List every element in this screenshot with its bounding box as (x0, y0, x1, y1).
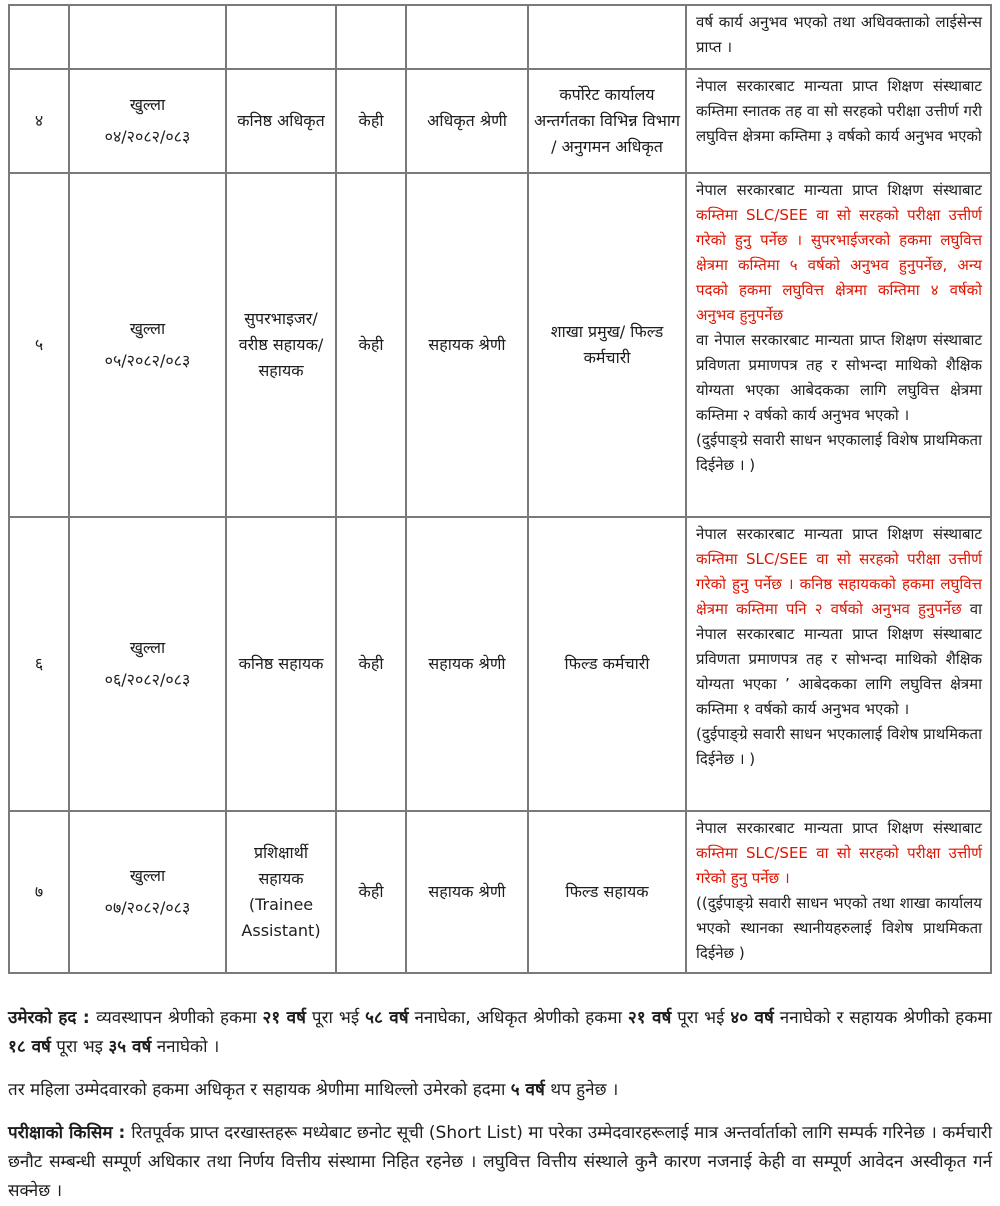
note-paragraph (8, 1119, 992, 1206)
note-bold-text: उमेरको हद : (8, 1008, 97, 1028)
table-row (9, 811, 991, 973)
qualification-cell (686, 811, 991, 973)
advertisement-cell (69, 69, 226, 173)
advert-type: खुल्ला (129, 95, 166, 114)
qualification-red-text: कम्तिमा SLC/SEE वा सो सरहको परीक्षा उत्तीर्ण गरेको हुनु पर्नेछ । कनिष्ठ सहायकको हकमा लघुवित्त क्षेत्रमा कम्तिमा पनि २ वर्षको अनुभव हुनुपर्नेछ (696, 550, 982, 618)
vacancies-cell (336, 5, 406, 69)
vacancies-cell: केही (336, 811, 406, 973)
note-text: पूरा भई (305, 1008, 366, 1028)
assignment-cell: फिल्ड सहायक (528, 811, 686, 973)
note-paragraph (8, 1076, 992, 1105)
note-text: थप हुनेछ । (544, 1080, 619, 1100)
vacancy-table (8, 4, 992, 974)
advertisement-cell (69, 5, 226, 69)
qualification-text: नेपाल सरकारबाट मान्यता प्राप्त शिक्षण संस्थाबाट (696, 181, 982, 199)
level-cell: सहायक श्रेणी (406, 811, 528, 973)
note-bold-text: ५ वर्ष (510, 1080, 545, 1100)
notes-section (8, 1004, 992, 1206)
qualification-text: (दुईपाङ्ग्रे सवारी साधन भएकालाई विशेष प्राथमिकता दिईनेछ । ) (696, 725, 982, 768)
qualification-text: वा नेपाल सरकारबाट मान्यता प्राप्त शिक्षण संस्थाबाट प्रविणता प्रमाणपत्र तह र सोभन्दा माथिको शैक्षिक योग्यता भएका आबेदकका लागि लघुवित्त क्षेत्रमा कम्तिमा २ वर्षको कार्य अनुभव भएको । (696, 331, 982, 424)
level-cell: सहायक श्रेणी (406, 173, 528, 517)
position-cell (226, 5, 336, 69)
advert-type: खुल्ला (129, 866, 166, 885)
note-text: ननाघेका, अधिकृत श्रेणीको हकमा (408, 1008, 628, 1028)
advertisement-cell (69, 517, 226, 811)
note-paragraph (8, 1004, 992, 1062)
sn-cell: ५ (9, 173, 69, 517)
position-cell: कनिष्ठ सहायक (226, 517, 336, 811)
note-text: ननाघेको र सहायक श्रेणीको हकमा (773, 1008, 992, 1028)
sn-cell: ६ (9, 517, 69, 811)
assignment-cell (528, 5, 686, 69)
advert-type: खुल्ला (129, 319, 166, 338)
note-bold-text: परीक्षाको किसिम : (8, 1123, 132, 1143)
table-row (9, 517, 991, 811)
qualification-cell (686, 517, 991, 811)
qualification-text: ((दुईपाङ्ग्रे सवारी साधन भएको तथा शाखा कार्यालय भएको स्थानका स्थानीयहरुलाई विशेष प्राथमिकता दिईनेछ ) (696, 894, 982, 962)
advert-number: ०४/२०८२/०८३ (104, 127, 191, 146)
table-row (9, 69, 991, 173)
note-text: ननाघेको । (151, 1037, 220, 1057)
assignment-cell: कर्पोरेट कार्यालय अन्तर्गतका विभिन्न विभाग / अनुगमन अधिकृत (528, 69, 686, 173)
qualification-cell (686, 5, 991, 69)
level-cell: अधिकृत श्रेणी (406, 69, 528, 173)
qualification-text: वा नेपाल सरकारबाट मान्यता प्राप्त शिक्षण संस्थाबाट प्रविणता प्रमाणपत्र तह र सोभन्दा माथिको शैक्षिक योग्यता भएका ʼ आबेदकका लागि लघुवित्त क्षेत्रमा कम्तिमा १ वर्षको कार्य अनुभव भएको । (696, 600, 982, 718)
table-row (9, 5, 991, 69)
qualification-cell (686, 69, 991, 173)
qualification-cell (686, 173, 991, 517)
note-text: व्यवस्थापन श्रेणीको हकमा (96, 1008, 263, 1028)
note-text: तर महिला उम्मेदवारको हकमा अधिकृत र सहायक श्रेणीमा माथिल्लो उमेरको हदमा (8, 1080, 511, 1100)
assignment-cell: फिल्ड कर्मचारी (528, 517, 686, 811)
note-bold-text: ३५ वर्ष (108, 1037, 152, 1057)
advertisement-cell (69, 173, 226, 517)
level-cell: सहायक श्रेणी (406, 517, 528, 811)
note-text: पूरा भइ (50, 1037, 109, 1057)
vacancies-cell: केही (336, 173, 406, 517)
sn-cell: ७ (9, 811, 69, 973)
table-row (9, 173, 991, 517)
note-bold-text: २१ वर्ष (262, 1008, 306, 1028)
advertisement-cell (69, 811, 226, 973)
qualification-text: नेपाल सरकारबाट मान्यता प्राप्त शिक्षण संस्थाबाट कम्तिमा स्नातक तह वा सो सरहको परीक्षा उत्तीर्ण गरी लघुवित्त क्षेत्रमा कम्तिमा ३ वर्षको कार्य अनुभव भएको (696, 77, 982, 145)
advert-number: ०६/२०८२/०८३ (104, 670, 191, 689)
note-bold-text: १८ वर्ष (8, 1037, 51, 1057)
sn-cell (9, 5, 69, 69)
vacancies-cell: केही (336, 517, 406, 811)
vacancies-cell: केही (336, 69, 406, 173)
qualification-text: (दुईपाङ्ग्रे सवारी साधन भएकालाई विशेष प्राथमिकता दिईनेछ । ) (696, 431, 982, 474)
position-cell: प्रशिक्षार्थी सहायक (Trainee Assistant) (226, 811, 336, 973)
level-cell (406, 5, 528, 69)
position-cell: सुपरभाइजर/ वरीष्ठ सहायक/सहायक (226, 173, 336, 517)
note-text: पूरा भई (671, 1008, 731, 1028)
note-text: रितपूर्वक प्राप्त दरखास्तहरू मध्येबाट छनोट सूची (Short List) मा परेका उम्मेदवारहरूलाई मात्र अन्तर्वार्ताको लागि सम्पर्क गरिनेछ । कर्मचारी छनौट सम्बन्धी सम्पूर्ण अधिकार तथा निर्णय वित्तीय संस्थामा निहित रहनेछ । लघुवित्त वित्तीय संस्थाले कुनै कारण नजनाई केही वा सम्पूर्ण आवेदन अस्वीकृत गर्न सक्नेछ । (8, 1123, 993, 1201)
sn-cell: ४ (9, 69, 69, 173)
qualification-text: नेपाल सरकारबाट मान्यता प्राप्त शिक्षण संस्थाबाट (696, 819, 982, 837)
qualification-text: नेपाल सरकारबाट मान्यता प्राप्त शिक्षण संस्थाबाट (696, 525, 982, 543)
qualification-text: वर्ष कार्य अनुभव भएको तथा अधिवक्ताको लाईसेन्स प्राप्त । (696, 13, 982, 56)
position-cell: कनिष्ठ अधिकृत (226, 69, 336, 173)
note-bold-text: ५८ वर्ष (365, 1008, 409, 1028)
qualification-red-text: कम्तिमा SLC/SEE वा सो सरहको परीक्षा उत्तीर्ण गरेको हुनु पर्नेछ । सुपरभाईजरको हकमा लघुवित्त क्षेत्रमा कम्तिमा ५ वर्षको अनुभव हुनुपर्नेछ, अन्य पदको हकमा लघुवित्त क्षेत्रमा कम्तिमा ४ वर्षको अनुभव हुनुपर्नेछ (696, 206, 982, 324)
note-bold-text: ४० वर्ष (730, 1008, 774, 1028)
advert-type: खुल्ला (129, 638, 166, 657)
advert-number: ०७/२०८२/०८३ (104, 898, 191, 917)
assignment-cell: शाखा प्रमुख/ फिल्ड कर्मचारी (528, 173, 686, 517)
qualification-red-text: कम्तिमा SLC/SEE वा सो सरहको परीक्षा उत्तीर्ण गरेको हुनु पर्नेछ । (696, 844, 982, 887)
note-bold-text: २१ वर्ष (627, 1008, 672, 1028)
advert-number: ०५/२०८२/०८३ (104, 351, 191, 370)
